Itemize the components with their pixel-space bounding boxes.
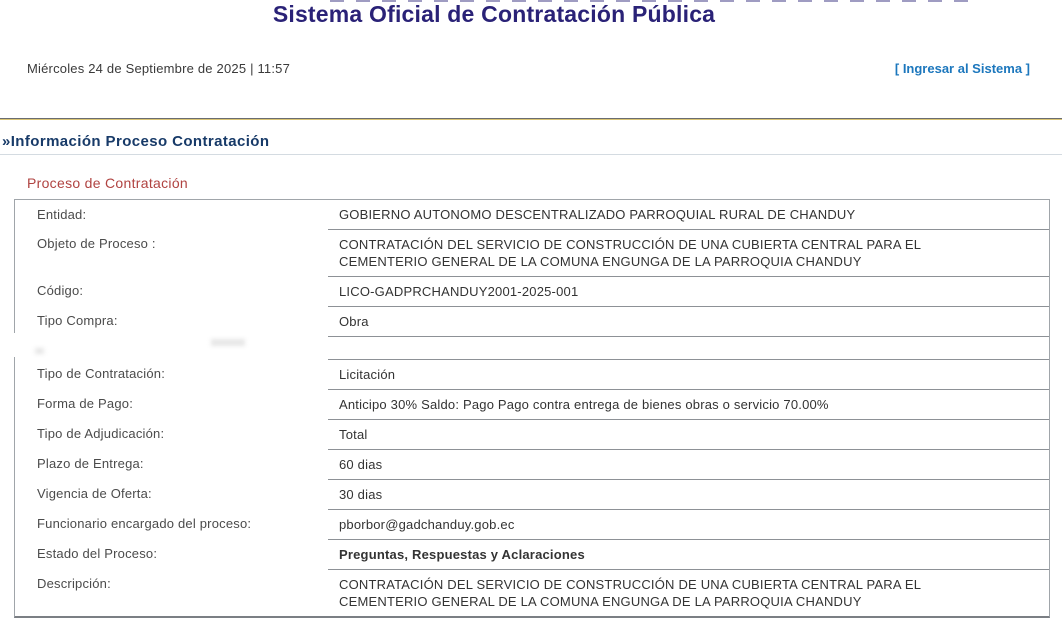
row-label: Objeto de Proceso : xyxy=(37,236,156,251)
row-value: Anticipo 30% Saldo: Pago Pago contra entrega de bienes obras o servicio 70.00% xyxy=(328,389,1049,419)
row-label xyxy=(15,336,328,359)
row-label: Tipo de Contratación: xyxy=(37,366,166,381)
row-value: Licitación xyxy=(328,359,1049,389)
erased-smudge xyxy=(35,348,44,354)
row-label: Forma de Pago: xyxy=(37,396,134,411)
table-row xyxy=(15,359,1049,389)
table-row xyxy=(15,419,1049,449)
login-link[interactable]: [ Ingresar al Sistema ] xyxy=(894,61,1030,76)
table-row xyxy=(15,509,1049,539)
row-label: Tipo de Adjudicación: xyxy=(37,426,165,441)
table-row xyxy=(15,569,1049,616)
table-row xyxy=(15,479,1049,509)
row-value: pborbor@gadchanduy.gob.ec xyxy=(328,509,1049,539)
row-value: GOBIERNO AUTONOMO DESCENTRALIZADO PARROQUIAL RURAL DE CHANDUY xyxy=(339,207,856,222)
datetime-text: Miércoles 24 de Septiembre de 2025 | 11:57 xyxy=(27,61,291,76)
header-divider xyxy=(0,118,1062,120)
row-label: Entidad: xyxy=(37,207,87,222)
row-value xyxy=(328,336,1049,359)
site-title: Sistema Oficial de Contratación Pública xyxy=(272,1,716,27)
row-label: Funcionario encargado del proceso: xyxy=(37,516,252,531)
row-label: Vigencia de Oferta: xyxy=(37,486,152,501)
row-value: CONTRATACIÓN DEL SERVICIO DE CONSTRUCCIÓN DE UNA CUBIERTA CENTRAL PARA EL CEMENTERIO GENERAL DE LA COMUNA ENGUNGA DE LA PARROQUIA CHANDUY xyxy=(328,569,1049,616)
row-value: Preguntas, Respuestas y Aclaraciones xyxy=(328,539,1049,569)
table-row xyxy=(15,336,1049,359)
page-heading: »Información Proceso Contratación xyxy=(2,133,270,150)
row-label: Tipo Compra: xyxy=(37,313,118,328)
row-label: Código: xyxy=(37,283,84,298)
table-row xyxy=(15,306,1049,336)
row-label: Descripción: xyxy=(37,576,111,591)
table-row xyxy=(15,449,1049,479)
row-value: CONTRATACIÓN DEL SERVICIO DE CONSTRUCCIÓN DE UNA CUBIERTA CENTRAL PARA EL CEMENTERIO GENERAL DE LA COMUNA ENGUNGA DE LA PARROQUIA CHANDUY xyxy=(328,229,1049,276)
process-table xyxy=(14,199,1050,618)
erased-smudge xyxy=(211,339,245,346)
heading-divider xyxy=(0,154,1062,155)
row-label: Estado del Proceso: xyxy=(37,546,158,561)
row-value: Total xyxy=(328,419,1049,449)
table-row xyxy=(15,389,1049,419)
row-value: 60 dias xyxy=(328,449,1049,479)
section-subheading: Proceso de Contratación xyxy=(27,175,188,191)
row-label: Plazo de Entrega: xyxy=(37,456,144,471)
table-row xyxy=(15,229,1049,276)
table-row xyxy=(15,539,1049,569)
table-row xyxy=(15,276,1049,306)
row-value: LICO-GADPRCHANDUY2001-2025-001 xyxy=(328,276,1049,306)
table-row xyxy=(15,200,1049,229)
row-value: Obra xyxy=(328,306,1049,336)
row-value: 30 dias xyxy=(328,479,1049,509)
